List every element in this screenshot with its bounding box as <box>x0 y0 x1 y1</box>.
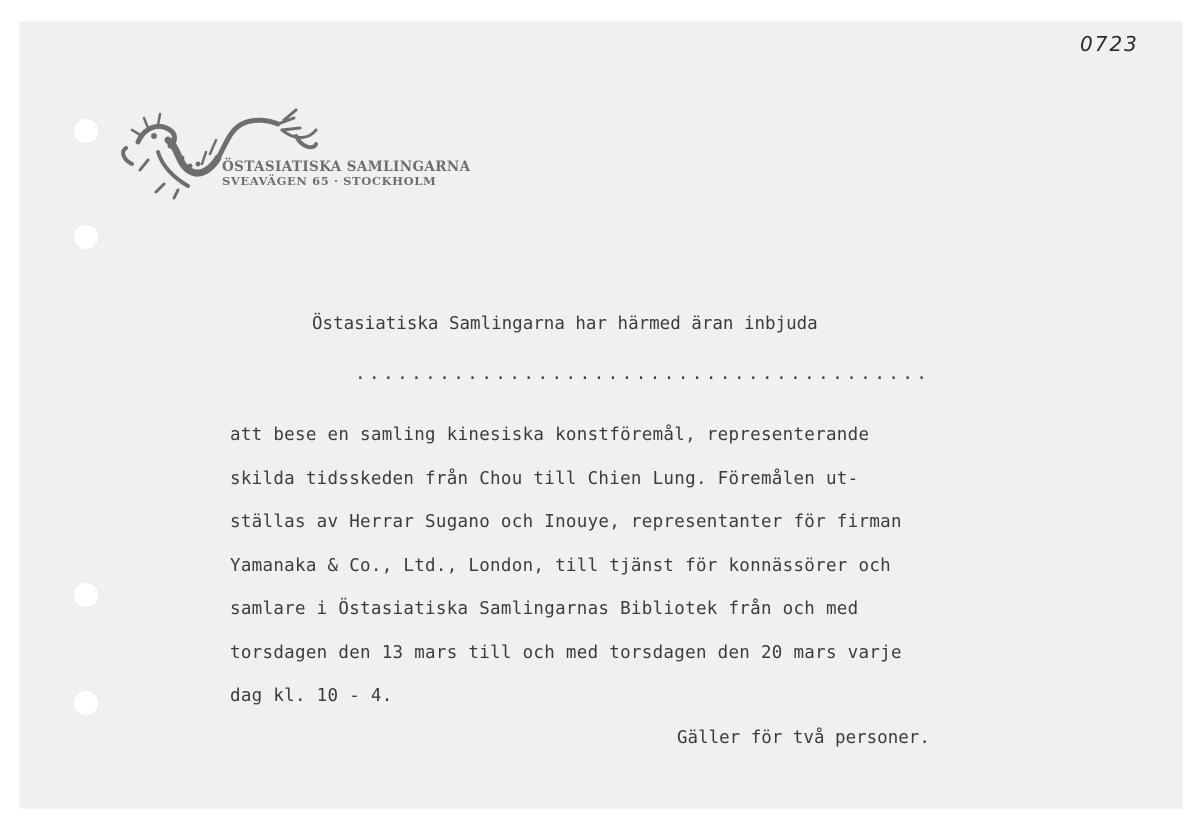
body-line: att bese en samling kinesiska konstföremål, representerande <box>230 425 870 445</box>
invitation-body <box>230 414 902 719</box>
institution-address: SVEAVÄGEN 65 · STOCKHOLM <box>222 174 437 188</box>
body-line: samlare i Östasiatiska Samlingarnas Bibliotek från och med <box>230 599 859 619</box>
body-line: ställas av Herrar Sugano och Inouye, representanter för firman <box>230 512 902 532</box>
body-line: dag kl. 10 - 4. <box>230 686 393 706</box>
body-line: torsdagen den 13 mars till och med torsdagen den 20 mars varje <box>230 642 902 663</box>
punch-hole <box>73 582 99 608</box>
institution-name: ÖSTASIATISKA SAMLINGARNA <box>222 159 471 175</box>
guest-name-line: ......................................... <box>355 364 931 384</box>
body-line: Yamanaka & Co., Ltd., London, till tjänst för konnässörer och <box>230 555 891 576</box>
letterhead <box>222 160 471 188</box>
archive-number: 0723 <box>1080 32 1139 56</box>
punch-hole <box>73 690 99 716</box>
validity-note: Gäller för två personer. <box>677 728 930 748</box>
letter-sheet <box>20 22 1182 808</box>
punch-hole <box>73 118 99 144</box>
punch-hole <box>73 224 99 250</box>
invitation-intro: Östasiatiska Samlingarna har härmed äran inbjuda <box>312 314 818 334</box>
body-line: skilda tidsskeden från Chou till Chien Lung. Föremålen ut- <box>230 468 859 489</box>
